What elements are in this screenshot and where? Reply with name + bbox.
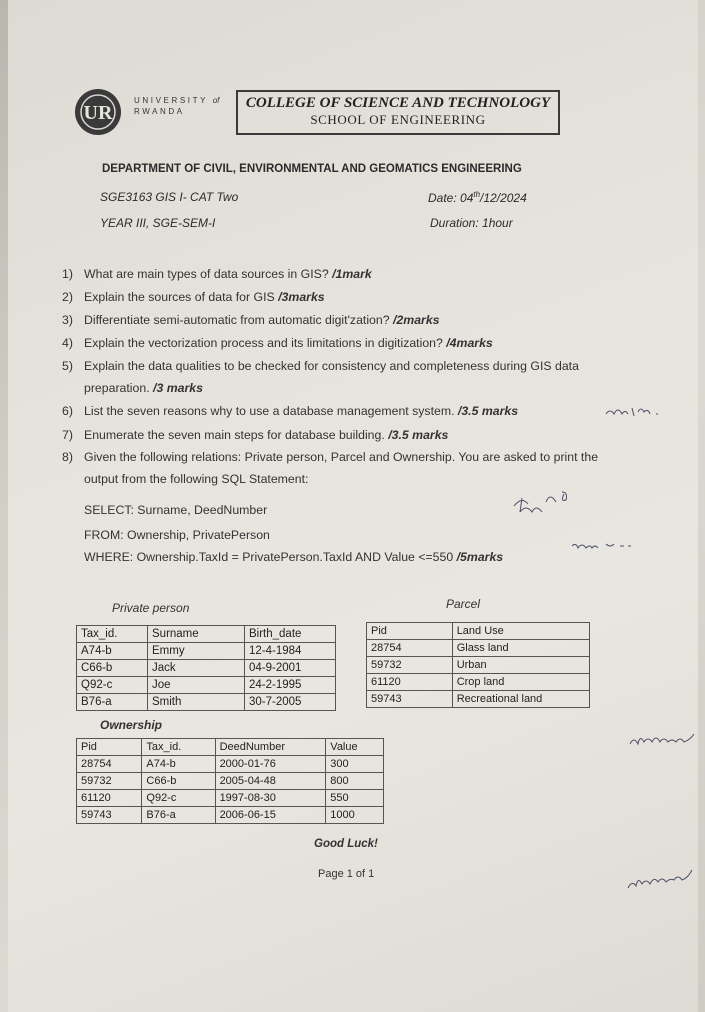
page-number: Page 1 of 1 [318,868,375,880]
handwritten-scribble [626,866,704,894]
course-code: SGE3163 GIS I- CAT Two [100,190,239,204]
question-body: Explain the data qualities to be checked for consistency and completeness during GIS data [84,359,579,373]
question-marks: /4marks [446,336,493,350]
logo-text: UR [83,102,113,124]
table-header-row [367,623,590,640]
exam-paper [8,0,698,1012]
table-row [367,657,590,674]
question-number: 8) [62,450,73,464]
question-text [84,450,598,464]
column-header: Pid [77,739,142,756]
question-number: 1) [62,267,73,281]
column-header: Tax_id. [142,739,215,756]
school-name: SCHOOL OF ENGINEERING [310,112,486,127]
question-marks: /2marks [393,313,440,327]
question-text [84,359,579,373]
table-cell: Jack [148,660,245,677]
table-cell: 59732 [367,657,453,674]
table-cell: 2006-06-15 [215,807,326,824]
handwritten-scribble [604,398,674,422]
question-marks: /1mark [332,267,372,281]
table-row [77,756,384,773]
table-cell: Smith [148,694,245,711]
question-text [84,267,372,281]
table-cell: 28754 [77,756,142,773]
sql-where [84,550,503,564]
table-cell: 61120 [367,674,453,691]
university-logo [74,88,122,136]
table-cell: 61120 [77,790,142,807]
column-header: Pid [367,623,453,640]
question-text [84,313,440,327]
question-marks: /3marks [278,290,325,304]
university-of: of [212,96,220,105]
table-cell: Urban [452,657,589,674]
table-row [77,660,336,677]
question-text [84,472,308,486]
question-text [84,381,203,395]
question-marks: /3.5 marks [388,428,449,442]
sql-where-marks: /5marks [456,550,504,564]
sql-select: SELECT: Surname, DeedNumber [84,503,268,517]
table-row [367,691,590,708]
university-name [134,95,219,117]
department-title: DEPARTMENT OF CIVIL, ENVIRONMENTAL AND GEOMATICS ENGINEERING [102,163,522,175]
table-cell: B76-a [142,807,215,824]
table-row [77,677,336,694]
question-body: Given the following relations: Private person, Parcel and Ownership. You are asked to print the [84,450,599,464]
table-row [77,807,384,824]
table-cell: Joe [148,677,245,694]
question-body: Explain the sources of data for GIS [84,290,279,304]
ownership-table [76,738,384,824]
college-name: COLLEGE OF SCIENCE AND TECHNOLOGY [245,95,551,111]
table-cell: 28754 [367,640,453,657]
question-number: 4) [62,336,73,350]
table-cell: 59743 [77,807,142,824]
question-text [84,428,448,442]
table-cell: Recreational land [452,691,589,708]
table-header-row [77,739,384,756]
parcel-caption: Parcel [446,597,481,611]
table-row [77,694,336,711]
table-cell: 12-4-1984 [245,643,336,660]
exam-date: Date: 04th/12/2024 [428,190,527,205]
question-body: What are main types of data sources in GIS? [84,267,333,281]
table-cell: Glass land [452,640,589,657]
question-number: 5) [62,359,73,373]
table-cell: C66-b [77,660,148,677]
question-number: 6) [62,404,73,418]
column-header: Value [326,739,384,756]
university-line2: RWANDA [134,107,185,116]
table-row [77,790,384,807]
question-text [84,290,325,304]
question-body: output from the following SQL Statement: [84,472,309,486]
question-number: 3) [62,313,73,327]
question-body: Explain the vectorization process and its limitations in digitization? [84,336,447,350]
question-marks: /3 marks [153,381,203,395]
question-number: 2) [62,290,73,304]
sql-where-text: WHERE: Ownership.TaxId = PrivatePerson.TaxId AND Value <=550 [84,550,457,564]
table-cell: 1997-08-30 [215,790,326,807]
table-cell: 800 [326,773,384,790]
column-header: Birth_date [245,626,336,643]
university-line1: UNIVERSITY [134,96,208,105]
table-cell: B76-a [77,694,148,711]
table-row [77,773,384,790]
question-text [84,404,518,418]
private-person-table [76,625,336,711]
question-body: Differentiate semi-automatic from automatic digit'zation? [84,313,393,327]
table-row [367,640,590,657]
table-cell: A74-b [77,643,148,660]
handwritten-scribble [510,484,590,520]
table-cell: 300 [326,756,384,773]
private-person-caption: Private person [112,601,190,615]
parcel-table [366,622,590,708]
table-cell: 2005-04-48 [215,773,326,790]
question-body: List the seven reasons why to use a database management system. [84,404,458,418]
table-cell: 59732 [77,773,142,790]
table-cell: Emmy [148,643,245,660]
table-cell: Crop land [452,674,589,691]
table-row [77,643,336,660]
year-semester: YEAR III, SGE-SEM-I [100,216,216,230]
table-cell: 24-2-1995 [245,677,336,694]
table-cell: C66-b [142,773,215,790]
good-luck-text: Good Luck! [314,838,378,850]
table-cell: Q92-c [77,677,148,694]
ownership-caption: Ownership [100,718,163,732]
sql-from: FROM: Ownership, PrivatePerson [84,528,270,542]
column-header: Surname [148,626,245,643]
table-cell: 59743 [367,691,453,708]
table-cell: 30-7-2005 [245,694,336,711]
table-cell: A74-b [142,756,215,773]
table-header-row [77,626,336,643]
column-header: Tax_id. [77,626,148,643]
table-cell: 2000-01-76 [215,756,326,773]
handwritten-scribble [570,534,640,554]
question-text [84,336,493,350]
question-marks: /3.5 marks [457,404,519,418]
question-number: 7) [62,428,73,442]
table-row [367,674,590,691]
column-header: Land Use [452,623,589,640]
column-header: DeedNumber [215,739,326,756]
exam-duration: Duration: 1hour [430,216,513,230]
table-cell: 550 [326,790,384,807]
question-body: preparation. [84,381,154,395]
table-cell: 1000 [326,807,384,824]
question-body: Enumerate the seven main steps for database building. [84,428,389,442]
handwritten-scribble [628,726,705,752]
table-cell: 04-9-2001 [245,660,336,677]
college-box [236,90,560,135]
table-cell: Q92-c [142,790,215,807]
